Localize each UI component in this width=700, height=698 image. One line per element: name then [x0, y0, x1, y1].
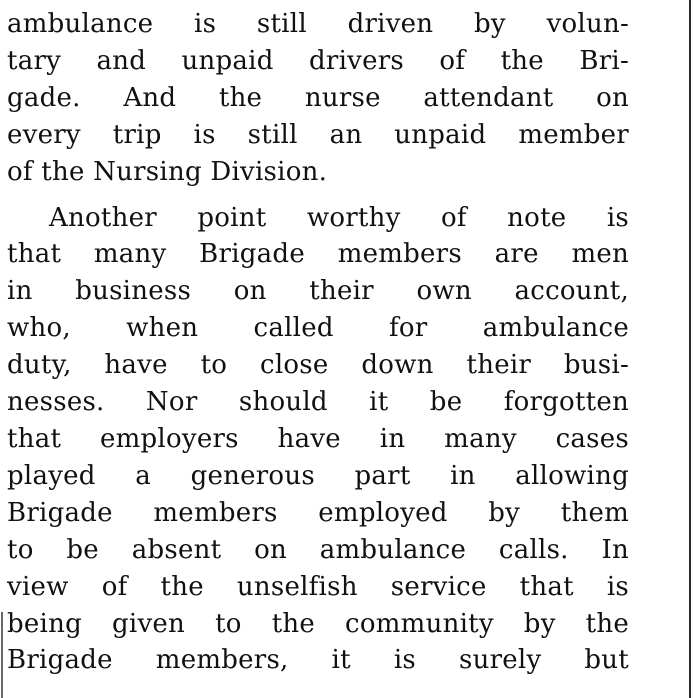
paragraph-1 — [7, 6, 629, 191]
text-line: view of the unselfish service that is — [7, 571, 629, 602]
text-line: ambulance is still driven by volun- — [7, 9, 629, 39]
text-line: that many Brigade members are men — [7, 239, 629, 270]
text-line: tary and unpaid drivers of the Bri- — [7, 45, 629, 76]
text-line: who, when called for ambulance — [7, 313, 629, 344]
text-line: gade. And the nurse attendant on — [7, 82, 629, 113]
text-line: being given to the community by the — [7, 608, 629, 639]
text-line: of the Nursing Division. — [7, 156, 328, 187]
text-line: played a generous part in allowing — [7, 460, 629, 491]
text-line: every trip is still an unpaid member — [7, 119, 629, 150]
text-line: Brigade members employed by them — [7, 497, 629, 528]
paragraph-2 — [7, 200, 629, 680]
text-line: Brigade members, it is surely but — [7, 645, 629, 676]
text-line: in business on their own account, — [7, 276, 629, 307]
text-line: that employers have in many cases — [7, 423, 629, 454]
text-line: to be absent on ambulance calls. In — [7, 534, 629, 565]
text-line: duty, have to close down their busi- — [7, 350, 629, 381]
text-line: Another point worthy of note is — [49, 202, 629, 233]
text-line: nesses. Nor should it be forgotten — [7, 387, 629, 418]
article-column — [7, 6, 629, 679]
column-divider-rule — [689, 0, 691, 698]
left-edge-rule — [1, 612, 3, 698]
